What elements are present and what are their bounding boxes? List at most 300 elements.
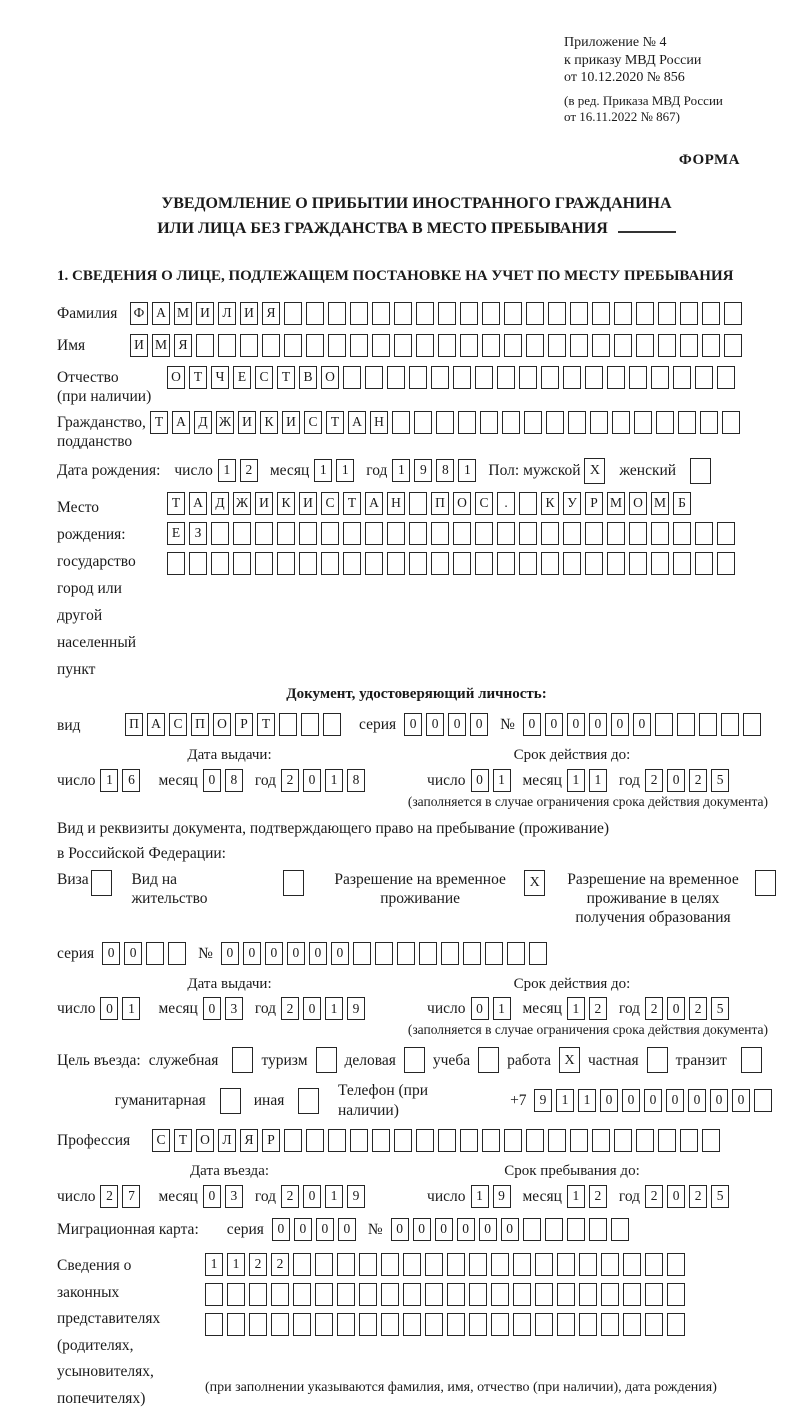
char-box[interactable]: Т bbox=[326, 411, 344, 434]
purpose-tourism-checkbox[interactable] bbox=[316, 1047, 337, 1073]
char-box[interactable]: 0 bbox=[457, 1218, 475, 1241]
char-box[interactable]: 3 bbox=[225, 997, 243, 1020]
char-box[interactable]: И bbox=[282, 411, 300, 434]
char-box[interactable]: 0 bbox=[523, 713, 541, 736]
char-box[interactable] bbox=[673, 552, 691, 575]
purpose-transit-checkbox[interactable] bbox=[741, 1047, 762, 1073]
char-box[interactable]: . bbox=[497, 492, 515, 515]
char-box[interactable]: З bbox=[189, 522, 207, 545]
char-box[interactable]: 1 bbox=[493, 997, 511, 1020]
char-box[interactable] bbox=[645, 1253, 663, 1276]
char-box[interactable] bbox=[623, 1253, 641, 1276]
char-box[interactable]: 0 bbox=[303, 997, 321, 1020]
char-box[interactable] bbox=[167, 552, 185, 575]
char-box[interactable] bbox=[680, 1129, 698, 1152]
char-box[interactable] bbox=[337, 1283, 355, 1306]
char-box[interactable] bbox=[240, 334, 258, 357]
char-box[interactable] bbox=[438, 334, 456, 357]
char-box[interactable]: 0 bbox=[710, 1089, 728, 1112]
char-box[interactable]: 0 bbox=[272, 1218, 290, 1241]
char-box[interactable] bbox=[601, 1283, 619, 1306]
char-box[interactable] bbox=[592, 302, 610, 325]
char-box[interactable] bbox=[394, 1129, 412, 1152]
char-box[interactable] bbox=[475, 366, 493, 389]
char-box[interactable]: Б bbox=[673, 492, 691, 515]
char-box[interactable] bbox=[409, 366, 427, 389]
char-box[interactable] bbox=[350, 334, 368, 357]
char-box[interactable] bbox=[629, 366, 647, 389]
char-box[interactable] bbox=[469, 1253, 487, 1276]
char-box[interactable] bbox=[460, 334, 478, 357]
char-box[interactable]: П bbox=[431, 492, 449, 515]
char-box[interactable]: 2 bbox=[589, 1185, 607, 1208]
char-box[interactable] bbox=[419, 942, 437, 965]
char-box[interactable] bbox=[403, 1253, 421, 1276]
char-box[interactable] bbox=[629, 522, 647, 545]
char-box[interactable] bbox=[497, 366, 515, 389]
char-box[interactable]: 2 bbox=[100, 1185, 118, 1208]
char-box[interactable] bbox=[353, 942, 371, 965]
char-box[interactable]: С bbox=[475, 492, 493, 515]
char-box[interactable]: 5 bbox=[711, 769, 729, 792]
char-box[interactable] bbox=[546, 411, 564, 434]
char-box[interactable] bbox=[717, 552, 735, 575]
char-box[interactable] bbox=[579, 1253, 597, 1276]
char-box[interactable]: Р bbox=[262, 1129, 280, 1152]
sex-female-checkbox[interactable] bbox=[690, 458, 711, 484]
char-box[interactable] bbox=[381, 1283, 399, 1306]
char-box[interactable] bbox=[416, 1129, 434, 1152]
char-box[interactable] bbox=[359, 1313, 377, 1336]
char-box[interactable] bbox=[702, 302, 720, 325]
char-box[interactable] bbox=[227, 1283, 245, 1306]
char-box[interactable]: Е bbox=[167, 522, 185, 545]
char-box[interactable]: Е bbox=[233, 366, 251, 389]
char-box[interactable]: 1 bbox=[567, 1185, 585, 1208]
char-box[interactable] bbox=[387, 522, 405, 545]
char-box[interactable] bbox=[409, 522, 427, 545]
char-box[interactable] bbox=[447, 1313, 465, 1336]
char-box[interactable]: 0 bbox=[221, 942, 239, 965]
char-box[interactable]: 0 bbox=[316, 1218, 334, 1241]
char-box[interactable] bbox=[365, 366, 383, 389]
char-box[interactable] bbox=[636, 334, 654, 357]
char-box[interactable] bbox=[634, 411, 652, 434]
char-box[interactable]: 5 bbox=[711, 1185, 729, 1208]
char-box[interactable] bbox=[438, 1129, 456, 1152]
char-box[interactable]: А bbox=[172, 411, 190, 434]
char-box[interactable]: 3 bbox=[225, 1185, 243, 1208]
char-box[interactable] bbox=[524, 411, 542, 434]
char-box[interactable]: 0 bbox=[426, 713, 444, 736]
char-box[interactable]: 0 bbox=[471, 997, 489, 1020]
char-box[interactable]: 0 bbox=[501, 1218, 519, 1241]
char-box[interactable] bbox=[504, 334, 522, 357]
char-box[interactable]: А bbox=[189, 492, 207, 515]
char-box[interactable]: 0 bbox=[102, 942, 120, 965]
char-box[interactable]: 0 bbox=[567, 713, 585, 736]
sex-male-checkbox[interactable]: X bbox=[584, 458, 605, 484]
char-box[interactable]: Л bbox=[218, 302, 236, 325]
char-box[interactable]: 1 bbox=[218, 459, 236, 482]
char-box[interactable] bbox=[301, 713, 319, 736]
char-box[interactable] bbox=[614, 1129, 632, 1152]
char-box[interactable] bbox=[601, 1253, 619, 1276]
char-box[interactable] bbox=[678, 411, 696, 434]
char-box[interactable]: Н bbox=[387, 492, 405, 515]
char-box[interactable]: 1 bbox=[325, 997, 343, 1020]
char-box[interactable]: Т bbox=[343, 492, 361, 515]
char-box[interactable]: 0 bbox=[303, 769, 321, 792]
char-box[interactable]: 1 bbox=[100, 769, 118, 792]
char-box[interactable] bbox=[645, 1313, 663, 1336]
char-box[interactable] bbox=[387, 366, 405, 389]
char-box[interactable]: 2 bbox=[240, 459, 258, 482]
char-box[interactable] bbox=[601, 1313, 619, 1336]
char-box[interactable] bbox=[321, 522, 339, 545]
char-box[interactable]: 2 bbox=[689, 997, 707, 1020]
char-box[interactable] bbox=[394, 302, 412, 325]
char-box[interactable]: 8 bbox=[225, 769, 243, 792]
char-box[interactable] bbox=[612, 411, 630, 434]
char-box[interactable]: Р bbox=[235, 713, 253, 736]
char-box[interactable] bbox=[592, 334, 610, 357]
char-box[interactable]: С bbox=[169, 713, 187, 736]
char-box[interactable] bbox=[205, 1283, 223, 1306]
char-box[interactable]: Ж bbox=[216, 411, 234, 434]
char-box[interactable] bbox=[255, 522, 273, 545]
char-box[interactable] bbox=[469, 1313, 487, 1336]
char-box[interactable] bbox=[431, 522, 449, 545]
char-box[interactable]: Т bbox=[277, 366, 295, 389]
char-box[interactable] bbox=[607, 552, 625, 575]
char-box[interactable]: 0 bbox=[589, 713, 607, 736]
char-box[interactable]: 0 bbox=[666, 1089, 684, 1112]
char-box[interactable] bbox=[614, 302, 632, 325]
char-box[interactable] bbox=[211, 552, 229, 575]
char-box[interactable] bbox=[328, 302, 346, 325]
char-box[interactable] bbox=[409, 492, 427, 515]
char-box[interactable]: 1 bbox=[578, 1089, 596, 1112]
char-box[interactable] bbox=[655, 713, 673, 736]
char-box[interactable]: 1 bbox=[458, 459, 476, 482]
char-box[interactable] bbox=[475, 522, 493, 545]
char-box[interactable] bbox=[328, 1129, 346, 1152]
char-box[interactable] bbox=[431, 366, 449, 389]
char-box[interactable]: Т bbox=[257, 713, 275, 736]
char-box[interactable] bbox=[299, 552, 317, 575]
char-box[interactable] bbox=[724, 302, 742, 325]
char-box[interactable] bbox=[249, 1283, 267, 1306]
char-box[interactable]: 0 bbox=[243, 942, 261, 965]
char-box[interactable] bbox=[491, 1283, 509, 1306]
char-box[interactable]: 0 bbox=[203, 769, 221, 792]
char-box[interactable]: 1 bbox=[227, 1253, 245, 1276]
char-box[interactable] bbox=[343, 552, 361, 575]
char-box[interactable] bbox=[323, 713, 341, 736]
char-box[interactable] bbox=[284, 1129, 302, 1152]
char-box[interactable]: 1 bbox=[122, 997, 140, 1020]
char-box[interactable] bbox=[306, 334, 324, 357]
char-box[interactable] bbox=[636, 1129, 654, 1152]
char-box[interactable]: О bbox=[167, 366, 185, 389]
char-box[interactable]: 0 bbox=[622, 1089, 640, 1112]
char-box[interactable] bbox=[667, 1313, 685, 1336]
char-box[interactable] bbox=[168, 942, 186, 965]
char-box[interactable]: М bbox=[174, 302, 192, 325]
char-box[interactable]: 0 bbox=[600, 1089, 618, 1112]
char-box[interactable] bbox=[502, 411, 520, 434]
char-box[interactable]: 2 bbox=[689, 769, 707, 792]
char-box[interactable]: 0 bbox=[471, 769, 489, 792]
char-box[interactable]: 1 bbox=[325, 769, 343, 792]
char-box[interactable] bbox=[337, 1313, 355, 1336]
char-box[interactable]: 2 bbox=[645, 769, 663, 792]
char-box[interactable] bbox=[548, 1129, 566, 1152]
char-box[interactable] bbox=[541, 552, 559, 575]
char-box[interactable] bbox=[233, 552, 251, 575]
char-box[interactable] bbox=[416, 334, 434, 357]
char-box[interactable] bbox=[680, 302, 698, 325]
char-box[interactable] bbox=[717, 522, 735, 545]
char-box[interactable] bbox=[570, 302, 588, 325]
char-box[interactable] bbox=[519, 522, 537, 545]
char-box[interactable] bbox=[249, 1313, 267, 1336]
char-box[interactable]: 0 bbox=[545, 713, 563, 736]
char-box[interactable]: А bbox=[348, 411, 366, 434]
char-box[interactable] bbox=[557, 1313, 575, 1336]
char-box[interactable] bbox=[469, 1283, 487, 1306]
char-box[interactable] bbox=[343, 522, 361, 545]
char-box[interactable] bbox=[695, 522, 713, 545]
purpose-study-checkbox[interactable] bbox=[478, 1047, 499, 1073]
char-box[interactable]: О bbox=[321, 366, 339, 389]
char-box[interactable] bbox=[359, 1283, 377, 1306]
char-box[interactable] bbox=[535, 1283, 553, 1306]
char-box[interactable] bbox=[680, 334, 698, 357]
char-box[interactable] bbox=[497, 552, 515, 575]
char-box[interactable]: А bbox=[365, 492, 383, 515]
char-box[interactable]: 1 bbox=[493, 769, 511, 792]
char-box[interactable] bbox=[563, 366, 581, 389]
char-box[interactable] bbox=[403, 1283, 421, 1306]
char-box[interactable] bbox=[146, 942, 164, 965]
char-box[interactable] bbox=[196, 334, 214, 357]
char-box[interactable] bbox=[315, 1283, 333, 1306]
char-box[interactable]: М bbox=[152, 334, 170, 357]
char-box[interactable]: 8 bbox=[347, 769, 365, 792]
char-box[interactable] bbox=[526, 1129, 544, 1152]
char-box[interactable]: Я bbox=[174, 334, 192, 357]
char-box[interactable] bbox=[394, 334, 412, 357]
char-box[interactable]: 1 bbox=[471, 1185, 489, 1208]
char-box[interactable] bbox=[482, 334, 500, 357]
char-box[interactable] bbox=[570, 334, 588, 357]
char-box[interactable] bbox=[585, 366, 603, 389]
char-box[interactable]: 2 bbox=[281, 1185, 299, 1208]
char-box[interactable] bbox=[375, 942, 393, 965]
char-box[interactable]: 1 bbox=[205, 1253, 223, 1276]
char-box[interactable] bbox=[436, 411, 454, 434]
char-box[interactable] bbox=[460, 302, 478, 325]
char-box[interactable] bbox=[315, 1253, 333, 1276]
char-box[interactable] bbox=[447, 1253, 465, 1276]
char-box[interactable] bbox=[535, 1313, 553, 1336]
char-box[interactable] bbox=[233, 522, 251, 545]
char-box[interactable] bbox=[743, 713, 761, 736]
char-box[interactable] bbox=[299, 522, 317, 545]
char-box[interactable]: Р bbox=[585, 492, 603, 515]
char-box[interactable] bbox=[548, 334, 566, 357]
char-box[interactable] bbox=[453, 366, 471, 389]
char-box[interactable]: 0 bbox=[294, 1218, 312, 1241]
char-box[interactable]: 0 bbox=[391, 1218, 409, 1241]
char-box[interactable] bbox=[695, 552, 713, 575]
char-box[interactable]: Л bbox=[218, 1129, 236, 1152]
char-box[interactable]: И bbox=[130, 334, 148, 357]
char-box[interactable] bbox=[504, 302, 522, 325]
char-box[interactable] bbox=[623, 1283, 641, 1306]
char-box[interactable]: Я bbox=[240, 1129, 258, 1152]
char-box[interactable]: П bbox=[191, 713, 209, 736]
char-box[interactable]: М bbox=[607, 492, 625, 515]
char-box[interactable]: 0 bbox=[287, 942, 305, 965]
char-box[interactable] bbox=[480, 411, 498, 434]
char-box[interactable] bbox=[651, 366, 669, 389]
char-box[interactable]: И bbox=[299, 492, 317, 515]
char-box[interactable] bbox=[485, 942, 503, 965]
char-box[interactable]: 0 bbox=[100, 997, 118, 1020]
char-box[interactable]: 5 bbox=[711, 997, 729, 1020]
char-box[interactable] bbox=[497, 522, 515, 545]
char-box[interactable] bbox=[491, 1313, 509, 1336]
char-box[interactable] bbox=[409, 552, 427, 575]
char-box[interactable] bbox=[372, 334, 390, 357]
char-box[interactable] bbox=[255, 552, 273, 575]
char-box[interactable] bbox=[589, 1218, 607, 1241]
char-box[interactable] bbox=[350, 1129, 368, 1152]
char-box[interactable] bbox=[359, 1253, 377, 1276]
char-box[interactable] bbox=[700, 411, 718, 434]
char-box[interactable] bbox=[699, 713, 717, 736]
char-box[interactable] bbox=[431, 552, 449, 575]
char-box[interactable] bbox=[695, 366, 713, 389]
char-box[interactable]: А bbox=[152, 302, 170, 325]
visa-checkbox[interactable] bbox=[91, 870, 112, 896]
char-box[interactable]: 0 bbox=[644, 1089, 662, 1112]
char-box[interactable] bbox=[629, 552, 647, 575]
char-box[interactable]: 9 bbox=[493, 1185, 511, 1208]
char-box[interactable] bbox=[529, 942, 547, 965]
char-box[interactable] bbox=[570, 1129, 588, 1152]
purpose-work-checkbox[interactable]: X bbox=[559, 1047, 580, 1073]
char-box[interactable]: И bbox=[238, 411, 256, 434]
char-box[interactable]: К bbox=[277, 492, 295, 515]
char-box[interactable] bbox=[205, 1313, 223, 1336]
char-box[interactable] bbox=[416, 302, 434, 325]
char-box[interactable] bbox=[425, 1253, 443, 1276]
char-box[interactable]: О bbox=[453, 492, 471, 515]
char-box[interactable]: Д bbox=[211, 492, 229, 515]
char-box[interactable] bbox=[611, 1218, 629, 1241]
char-box[interactable] bbox=[328, 334, 346, 357]
char-box[interactable] bbox=[453, 522, 471, 545]
char-box[interactable]: 9 bbox=[534, 1089, 552, 1112]
char-box[interactable]: 1 bbox=[567, 769, 585, 792]
char-box[interactable] bbox=[623, 1313, 641, 1336]
char-box[interactable] bbox=[365, 552, 383, 575]
char-box[interactable]: 9 bbox=[347, 1185, 365, 1208]
char-box[interactable] bbox=[438, 302, 456, 325]
char-box[interactable] bbox=[475, 552, 493, 575]
char-box[interactable] bbox=[227, 1313, 245, 1336]
char-box[interactable]: 0 bbox=[265, 942, 283, 965]
char-box[interactable]: 1 bbox=[556, 1089, 574, 1112]
purpose-other-checkbox[interactable] bbox=[298, 1088, 319, 1114]
char-box[interactable] bbox=[306, 302, 324, 325]
char-box[interactable] bbox=[702, 334, 720, 357]
temp-residence-education-checkbox[interactable] bbox=[755, 870, 776, 896]
char-box[interactable] bbox=[607, 522, 625, 545]
char-box[interactable] bbox=[548, 302, 566, 325]
char-box[interactable] bbox=[414, 411, 432, 434]
char-box[interactable] bbox=[463, 942, 481, 965]
char-box[interactable] bbox=[403, 1313, 421, 1336]
char-box[interactable] bbox=[277, 522, 295, 545]
char-box[interactable] bbox=[585, 552, 603, 575]
char-box[interactable] bbox=[277, 552, 295, 575]
char-box[interactable] bbox=[350, 302, 368, 325]
purpose-business-checkbox[interactable] bbox=[404, 1047, 425, 1073]
char-box[interactable] bbox=[372, 302, 390, 325]
char-box[interactable] bbox=[579, 1313, 597, 1336]
char-box[interactable] bbox=[702, 1129, 720, 1152]
char-box[interactable]: 0 bbox=[470, 713, 488, 736]
char-box[interactable] bbox=[491, 1253, 509, 1276]
char-box[interactable] bbox=[387, 552, 405, 575]
char-box[interactable] bbox=[372, 1129, 390, 1152]
char-box[interactable]: 7 bbox=[122, 1185, 140, 1208]
char-box[interactable]: С bbox=[255, 366, 273, 389]
char-box[interactable]: К bbox=[541, 492, 559, 515]
char-box[interactable] bbox=[563, 522, 581, 545]
char-box[interactable] bbox=[458, 411, 476, 434]
char-box[interactable] bbox=[211, 522, 229, 545]
char-box[interactable] bbox=[636, 302, 654, 325]
char-box[interactable] bbox=[284, 302, 302, 325]
char-box[interactable]: Т bbox=[167, 492, 185, 515]
char-box[interactable] bbox=[271, 1313, 289, 1336]
char-box[interactable] bbox=[293, 1313, 311, 1336]
char-box[interactable] bbox=[321, 552, 339, 575]
char-box[interactable] bbox=[397, 942, 415, 965]
char-box[interactable]: Ф bbox=[130, 302, 148, 325]
char-box[interactable] bbox=[677, 713, 695, 736]
char-box[interactable] bbox=[306, 1129, 324, 1152]
char-box[interactable]: 2 bbox=[589, 997, 607, 1020]
char-box[interactable] bbox=[523, 1218, 541, 1241]
char-box[interactable]: 1 bbox=[336, 459, 354, 482]
char-box[interactable]: 9 bbox=[347, 997, 365, 1020]
char-box[interactable]: О bbox=[213, 713, 231, 736]
char-box[interactable] bbox=[557, 1253, 575, 1276]
char-box[interactable]: С bbox=[321, 492, 339, 515]
char-box[interactable]: И bbox=[240, 302, 258, 325]
char-box[interactable]: 2 bbox=[645, 1185, 663, 1208]
char-box[interactable]: 2 bbox=[249, 1253, 267, 1276]
char-box[interactable] bbox=[592, 1129, 610, 1152]
char-box[interactable] bbox=[315, 1313, 333, 1336]
